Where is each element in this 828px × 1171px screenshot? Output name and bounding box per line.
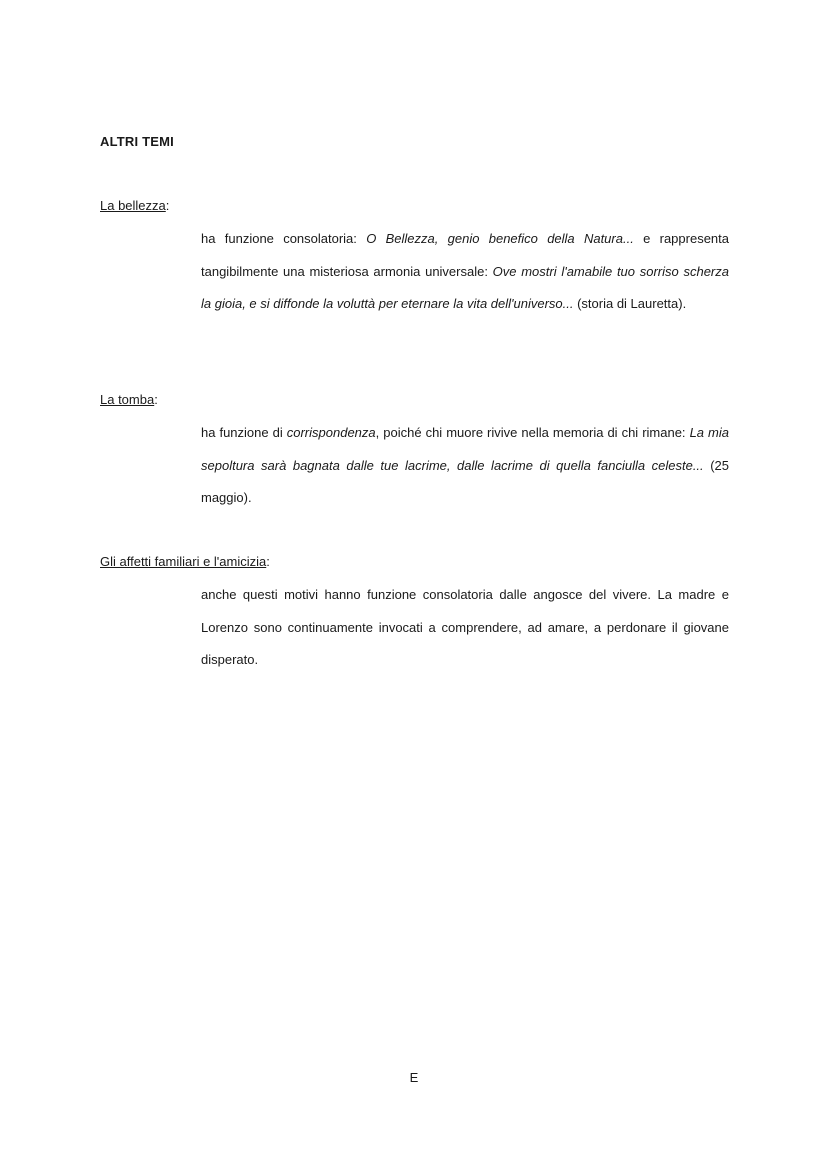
section-label-affetti [100, 554, 270, 569]
section-label-colon: : [165, 198, 170, 213]
section-label-text: Gli affetti familiari e l'amicizia [100, 554, 267, 569]
body-run: , poiché chi muore rivive nella memoria di chi rimane: [375, 425, 690, 440]
section-label-tomba [100, 392, 158, 407]
section-body-tomba [201, 417, 729, 515]
section-label-text: La tomba [100, 392, 155, 407]
body-run-quote: O Bellezza, genio benefico della Natura... [366, 231, 634, 246]
page-number: E [409, 1070, 419, 1085]
body-run: ha funzione consolatoria: [201, 231, 367, 246]
body-run: e rappresenta tangibilmente una misteriosa armonia universale: [201, 231, 730, 279]
section-label-text: La bellezza [100, 198, 166, 213]
section-body-affetti [201, 579, 729, 677]
body-run-emphasis: corrispondenza [286, 425, 376, 440]
body-run: (25 maggio). [201, 457, 730, 505]
body-run: (storia di Lauretta). [573, 296, 687, 311]
section-body-bellezza [201, 223, 729, 321]
body-run-quote: Ove mostri l'amabile tuo sorriso scherza la gioia, e si diffonde la voluttà per eternare la vita dell'universo... [201, 263, 729, 311]
body-run: ha funzione di [201, 425, 287, 440]
body-run: anche questi motivi hanno funzione consolatoria dalle angosce del vivere. La madre e Lorenzo sono continuamente invocati a comprendere, ad amare, a perdonare il giovane disperato. [201, 587, 729, 667]
body-run-quote: La mia sepoltura sarà bagnata dalle tue lacrime, dalle lacrime di quella fanciulla celeste... [201, 425, 729, 473]
section-label-bellezza [100, 198, 169, 213]
page-title: ALTRI TEMI [100, 134, 174, 149]
section-label-colon: : [154, 392, 158, 407]
section-label-colon: : [266, 554, 270, 569]
